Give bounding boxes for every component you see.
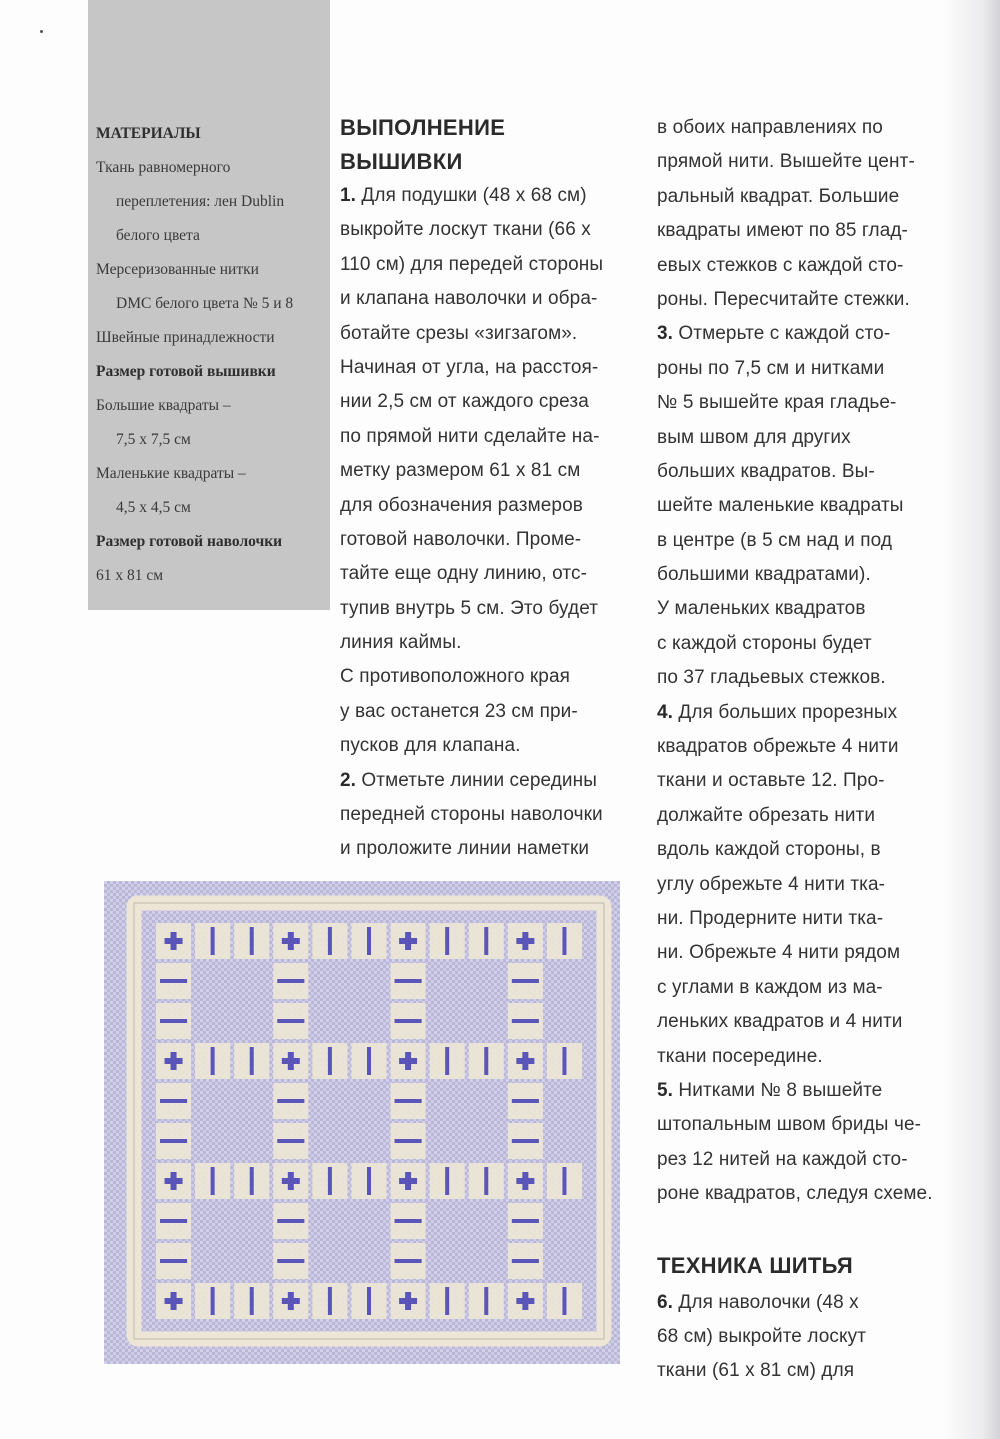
cutwork-slot — [211, 927, 215, 955]
cutwork-slot — [484, 1287, 488, 1315]
column-continuation-body — [657, 111, 957, 1212]
cutwork-cross-v — [288, 1292, 294, 1310]
line-text: роне квадратов, следуя схеме. — [657, 1183, 933, 1205]
cutwork-slot — [250, 1047, 254, 1075]
step-number: 5. — [657, 1079, 674, 1101]
line-text: с каждой стороны будет — [657, 632, 872, 654]
cutwork-slot — [250, 927, 254, 955]
line-text: и проложите линии наметки — [340, 838, 590, 860]
cutwork-cross-v — [171, 1052, 177, 1070]
cutwork-cross-v — [405, 1292, 411, 1310]
text-line — [340, 454, 630, 488]
line-text: квадраты имеют по 85 глад- — [657, 220, 908, 242]
cutwork-slot — [160, 1099, 187, 1103]
text-line — [657, 283, 957, 317]
cutwork-slot — [562, 1047, 566, 1075]
line-text: С противоположного края — [340, 666, 571, 688]
text-line — [657, 317, 957, 351]
cutwork-slot — [512, 1259, 539, 1263]
line-text: должайте обрезать нити — [657, 804, 876, 826]
materials-line: Швейные принадлежности — [96, 329, 275, 346]
materials-line: Ткань равномерного — [96, 159, 231, 176]
text-line — [657, 249, 957, 283]
line-text: с углами в каждом из ма- — [657, 976, 883, 998]
line-text: для обозначения размеров — [340, 494, 583, 516]
cutwork-cross-v — [288, 1052, 294, 1070]
cutwork-slot — [395, 1219, 422, 1223]
cutwork-slot — [562, 1167, 566, 1195]
cutwork-slot — [395, 1019, 422, 1023]
column-continuation-body-2 — [657, 1286, 957, 1389]
line-text: Для больших прорезных — [673, 701, 898, 723]
step-number: 2. — [340, 769, 357, 791]
cutwork-slot — [512, 1019, 539, 1023]
text-line — [340, 420, 630, 454]
text-line — [657, 455, 957, 489]
text-line — [657, 868, 957, 902]
embroidery-photo — [104, 881, 620, 1364]
cutwork-slot — [395, 1139, 422, 1143]
materials-sidebar — [88, 0, 330, 610]
line-text: вдоль каждой стороны, в — [657, 839, 881, 861]
line-text: роны. Пересчитайте стежки. — [657, 288, 910, 310]
line-text: Начиная от угла, на расстоя- — [340, 356, 599, 378]
line-text: квадратов обрежьте 4 нити — [657, 736, 899, 758]
text-line — [657, 902, 957, 936]
heading-line-2: ВЫШИВКИ — [340, 149, 463, 174]
text-line — [657, 1040, 957, 1074]
cutwork-slot — [395, 979, 422, 983]
cutwork-cross-v — [522, 1172, 528, 1190]
line-text: по 37 гладьевых стежков. — [657, 667, 886, 689]
line-text: ткани и оставьте 12. Про- — [657, 770, 885, 792]
heading-sewing-technique: ТЕХНИКА ШИТЬЯ — [657, 1252, 853, 1278]
cutwork-slot — [160, 979, 187, 983]
line-text: леньких квадратов и 4 нити — [657, 1011, 903, 1033]
text-line — [340, 385, 630, 419]
text-line — [340, 660, 630, 694]
column-execution-body — [340, 179, 630, 867]
line-text: пусков для клапана. — [340, 735, 521, 757]
line-text: 68 см) выкройте лоскут — [657, 1325, 867, 1347]
text-line — [340, 282, 630, 316]
text-line — [657, 1005, 957, 1039]
cutwork-slot — [160, 1139, 187, 1143]
line-text: ни. Продерните нити тка- — [657, 907, 884, 929]
text-line — [340, 557, 630, 591]
line-text: и клапана наволочки и обра- — [340, 288, 598, 310]
page-speck — [40, 30, 43, 33]
materials-line: DMC белого цвета № 5 и 8 — [116, 295, 294, 312]
cutwork-cross-v — [405, 1052, 411, 1070]
heading-line-1: ВЫПОЛНЕНИЕ — [340, 115, 506, 140]
step-number: 1. — [340, 185, 357, 206]
materials-line: Большие квадраты – — [96, 397, 231, 414]
line-text: ни. Обрежьте 4 нити рядом — [657, 942, 901, 964]
text-line — [340, 695, 630, 729]
text-line — [657, 627, 957, 661]
text-line — [657, 696, 957, 730]
cutwork-slot — [328, 1047, 332, 1075]
cutwork-cross-v — [288, 1172, 294, 1190]
text-line — [657, 799, 957, 833]
hardanger-embroidery-image — [104, 881, 620, 1364]
cutwork-slot — [445, 1047, 449, 1075]
line-text: № 5 вышейте края гладье- — [657, 392, 897, 414]
text-line — [340, 489, 630, 523]
text-line — [657, 1108, 957, 1142]
column-continuation — [657, 111, 957, 1389]
materials-line: белого цвета — [116, 227, 200, 244]
text-line — [657, 1074, 957, 1108]
cutwork-slot — [445, 1167, 449, 1195]
line-text: евых стежков с каждой сто- — [657, 254, 904, 276]
line-text: в обоих направлениях по — [657, 117, 883, 138]
step-number: 6. — [657, 1291, 674, 1313]
cutwork-slot — [160, 1259, 187, 1263]
line-text: метку размером 61 x 81 см — [340, 460, 581, 482]
line-text: штопальным швом бриды че- — [657, 1114, 922, 1136]
cutwork-slot — [484, 1047, 488, 1075]
text-line — [340, 317, 630, 351]
text-line — [657, 936, 957, 970]
cutwork-slot — [250, 1287, 254, 1315]
text-line — [657, 764, 957, 798]
text-line — [340, 798, 630, 832]
cutwork-slot — [328, 1167, 332, 1195]
line-text: Отметьте линии середины — [356, 769, 597, 791]
text-line — [657, 489, 957, 523]
cutwork-cross-v — [522, 1292, 528, 1310]
cutwork-slot — [160, 1219, 187, 1223]
text-line — [657, 971, 957, 1005]
line-text: в центре (в 5 см над и под — [657, 529, 893, 551]
cutwork-slot — [277, 979, 304, 983]
text-line — [657, 386, 957, 420]
line-text: У маленьких квадратов — [657, 598, 866, 620]
text-line — [340, 729, 630, 763]
line-text: линия каймы. — [340, 632, 462, 654]
text-line — [340, 832, 630, 866]
text-line — [657, 524, 957, 558]
cutwork-slot — [367, 1167, 371, 1195]
line-text: ткани посередине. — [657, 1045, 823, 1067]
line-text: нии 2,5 см от каждого среза — [340, 391, 589, 413]
cutwork-slot — [367, 1287, 371, 1315]
cutwork-slot — [211, 1287, 215, 1315]
line-text: большими квадратами). — [657, 564, 871, 586]
cutwork-cross-v — [171, 1292, 177, 1310]
line-text: по прямой нити сделайте на- — [340, 425, 600, 447]
cutwork-slot — [367, 927, 371, 955]
cutwork-slot — [328, 1287, 332, 1315]
text-line — [657, 352, 957, 386]
line-text: ботайте срезы «зигзагом». — [340, 322, 578, 344]
cutwork-slot — [328, 927, 332, 955]
text-line — [340, 351, 630, 385]
cutwork-slot — [512, 979, 539, 983]
line-text: Для подушки (48 x 68 см) — [356, 185, 587, 206]
cutwork-slot — [512, 1139, 539, 1143]
text-line — [657, 421, 957, 455]
cutwork-cross-v — [171, 932, 177, 950]
text-line — [657, 111, 957, 145]
cutwork-slot — [562, 1287, 566, 1315]
cutwork-slot — [277, 1019, 304, 1023]
line-text: готовой наволочки. Проме- — [340, 528, 582, 550]
text-line — [340, 592, 630, 626]
materials-heading: МАТЕРИАЛЫ — [96, 125, 201, 142]
text-line — [657, 1320, 957, 1354]
cutwork-slot — [445, 1287, 449, 1315]
text-line — [340, 764, 630, 798]
text-line — [340, 213, 630, 247]
text-line — [340, 248, 630, 282]
text-line — [340, 523, 630, 557]
line-text: прямой нити. Вышейте цент- — [657, 151, 915, 173]
cutwork-slot — [484, 1167, 488, 1195]
line-text: Для наволочки (48 x — [673, 1291, 859, 1313]
line-text: роны по 7,5 см и нитками — [657, 357, 885, 379]
cutwork-slot — [512, 1219, 539, 1223]
cutwork-slot — [250, 1167, 254, 1195]
text-line — [657, 1143, 957, 1177]
line-text: ральный квадрат. Большие — [657, 185, 900, 207]
cutwork-cross-v — [405, 1172, 411, 1190]
materials-line: Маленькие квадраты – — [96, 465, 246, 482]
cutwork-slot — [160, 1019, 187, 1023]
materials-heading: Размер готовой наволочки — [96, 533, 283, 550]
text-line — [657, 180, 957, 214]
line-text: Отмерьте с каждой сто- — [673, 323, 891, 345]
cutwork-slot — [277, 1139, 304, 1143]
cutwork-slot — [277, 1259, 304, 1263]
cutwork-slot — [562, 927, 566, 955]
step-number: 4. — [657, 701, 674, 723]
text-line — [657, 145, 957, 179]
text-line — [657, 592, 957, 626]
text-line — [657, 661, 957, 695]
cutwork-slot — [211, 1167, 215, 1195]
cutwork-slot — [277, 1099, 304, 1103]
materials-line: 61 x 81 см — [96, 567, 164, 584]
materials-line: переплетения: лен Dublin — [116, 193, 285, 210]
line-text: тупив внутрь 5 см. Это будет — [340, 597, 599, 619]
column-execution — [340, 111, 630, 867]
materials-line: 7,5 x 7,5 см — [116, 431, 191, 448]
text-line — [340, 179, 630, 213]
text-line — [657, 558, 957, 592]
cutwork-slot — [395, 1099, 422, 1103]
text-line — [657, 1286, 957, 1320]
line-text: выкройте лоскут ткани (66 x — [340, 219, 591, 241]
cutwork-slot — [395, 1259, 422, 1263]
line-text: ткани (61 x 81 см) для — [657, 1360, 855, 1382]
cutwork-slot — [211, 1047, 215, 1075]
cutwork-cross-v — [405, 932, 411, 950]
line-text: тайте еще одну линию, отс- — [340, 563, 588, 585]
text-line — [340, 626, 630, 660]
line-text: вым швом для других — [657, 426, 851, 448]
section-spacer — [657, 1212, 957, 1246]
line-text: углу обрежьте 4 нити тка- — [657, 873, 886, 895]
step-number: 3. — [657, 323, 674, 345]
cutwork-cross-v — [522, 1052, 528, 1070]
cutwork-cross-v — [522, 932, 528, 950]
cutwork-cross-v — [171, 1172, 177, 1190]
cutwork-slot — [277, 1219, 304, 1223]
line-text: Нитками № 8 вышейте — [673, 1079, 883, 1101]
cutwork-slot — [367, 1047, 371, 1075]
line-text: больших квадратов. Вы- — [657, 460, 875, 482]
cutwork-slot — [484, 927, 488, 955]
cutwork-slot — [445, 927, 449, 955]
line-text: рез 12 нитей на каждой сто- — [657, 1148, 908, 1170]
materials-heading: Размер готовой вышивки — [96, 363, 276, 380]
cutwork-cross-v — [288, 932, 294, 950]
line-text: у вас останется 23 см при- — [340, 700, 578, 722]
text-line — [657, 214, 957, 248]
line-text: 110 см) для передей стороны — [340, 253, 604, 275]
page-spine-shadow — [944, 0, 1000, 1439]
materials-line: Мерсеризованные нитки — [96, 261, 259, 278]
text-line — [657, 1177, 957, 1211]
text-line — [657, 730, 957, 764]
text-line — [657, 833, 957, 867]
line-text: шейте маленькие квадраты — [657, 495, 904, 517]
cutwork-slot — [512, 1099, 539, 1103]
text-line — [657, 1354, 957, 1388]
line-text: передней стороны наволочки — [340, 804, 603, 826]
materials-line: 4,5 x 4,5 см — [116, 499, 191, 516]
